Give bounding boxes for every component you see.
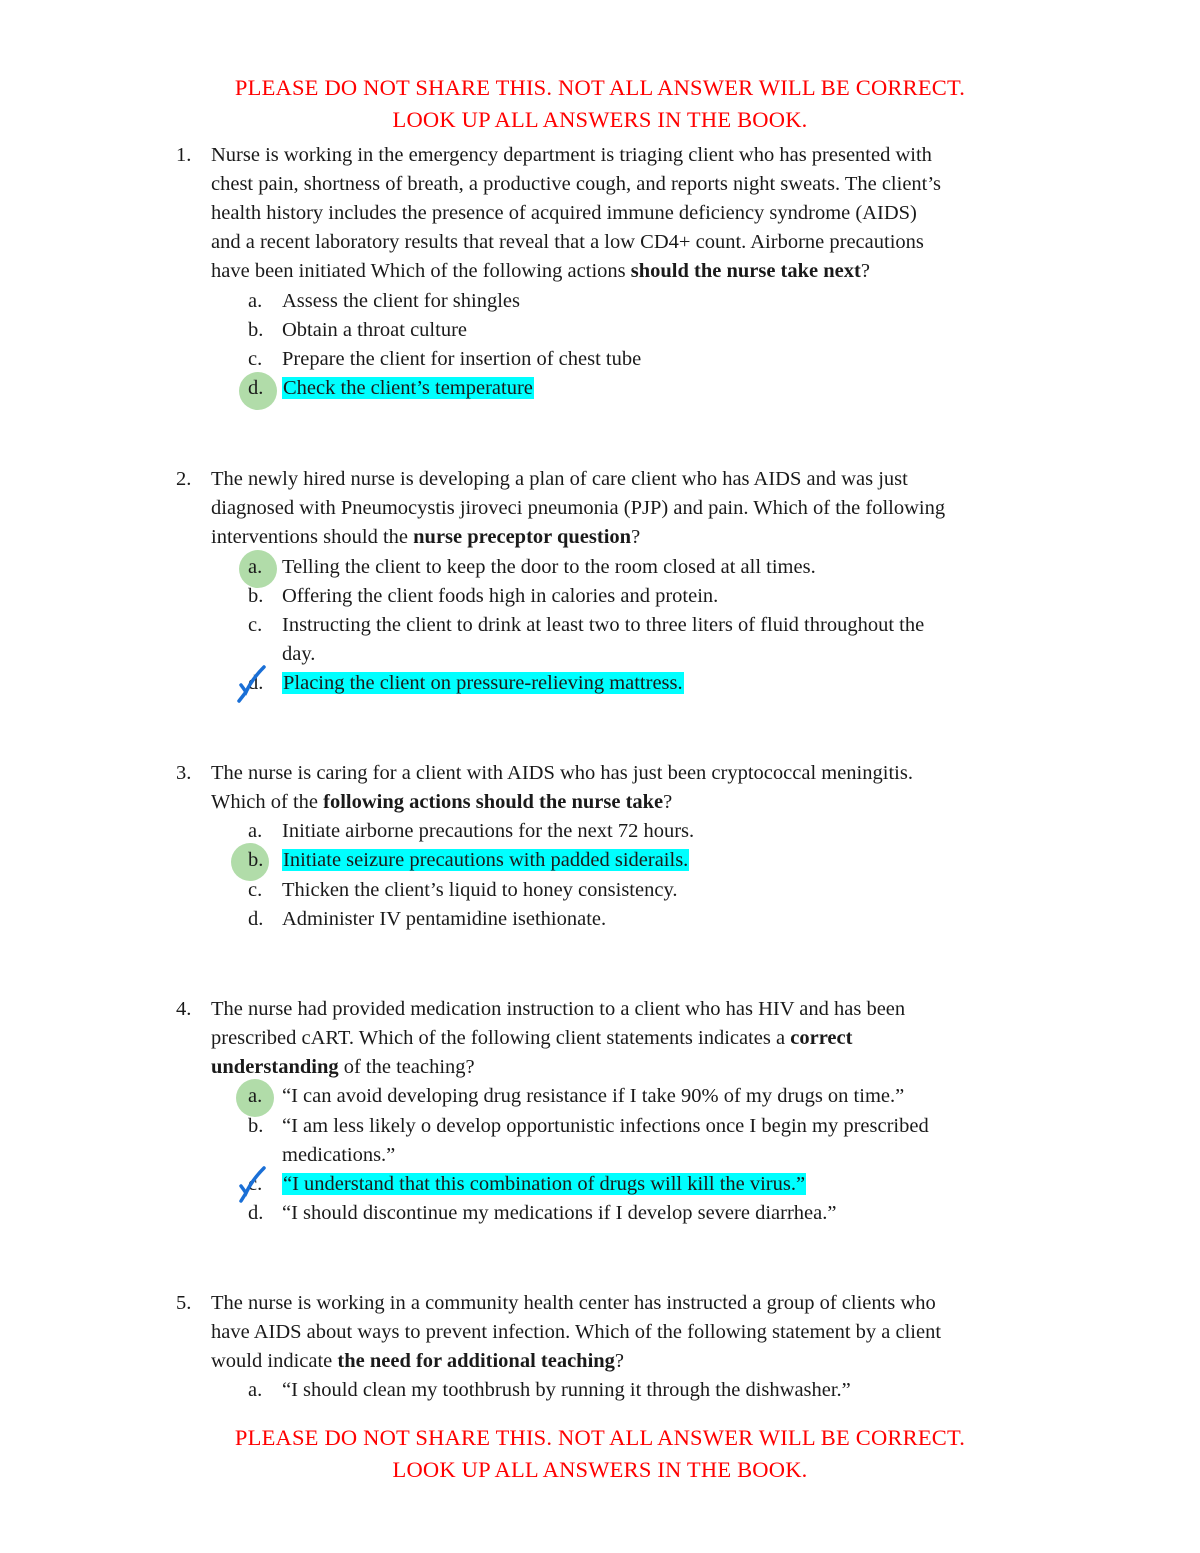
option-text	[282, 374, 534, 403]
emphasis: following actions should the nurse take	[323, 791, 664, 813]
question-text-line: prescribed cART. Which of the following client statements indicates a correct	[211, 1027, 853, 1049]
option-d[interactable]: d. “I should discontinue my medications if I develop severe diarrhea.”	[0, 1199, 1200, 1228]
option-c[interactable]: c. Prepare the client for insertion of chest tube	[0, 345, 1200, 374]
option-text: Administer IV pentamidine isethionate.	[282, 908, 607, 930]
option-text: Telling the client to keep the door to the room closed at all times.	[282, 556, 816, 578]
question-text-line: The newly hired nurse is developing a plan of care client who has AIDS and was just	[211, 468, 908, 490]
option-b[interactable]: b. Obtain a throat culture	[0, 316, 1200, 345]
question-text-line: Nurse is working in the emergency department is triaging client who has presented with	[211, 144, 932, 166]
emphasis: correct	[790, 1027, 853, 1049]
answer-highlight: “I understand that this combination of drugs will kill the virus.”	[283, 1173, 806, 1195]
option-b[interactable]: b. “I am less likely o develop opportunistic infections once I begin my prescribed medications.”	[0, 1112, 1200, 1141]
question-text-line: The nurse is working in a community health center has instructed a group of clients who	[211, 1292, 936, 1314]
option-a[interactable]: a. Initiate airborne precautions for the next 72 hours.	[0, 817, 1200, 846]
question-text-line: diagnosed with Pneumocystis jiroveci pneumonia (PJP) and pain. Which of the following	[211, 497, 946, 519]
emphasis: should the nurse take next	[630, 260, 861, 282]
option-text-continued: day.	[282, 643, 316, 665]
question-text-line: understanding of the teaching?	[211, 1056, 475, 1078]
option-text: Obtain a throat culture	[282, 319, 468, 341]
warning-line-1: PLEASE DO NOT SHARE THIS. NOT ALL ANSWER WILL BE CORRECT.	[234, 75, 966, 100]
option-c[interactable]: c. Thicken the client’s liquid to honey consistency.	[0, 876, 1200, 905]
option-d[interactable]: d. Placing the client on pressure-relieving mattress.	[0, 669, 1200, 698]
question-text-line: would indicate the need for additional teaching?	[211, 1350, 625, 1372]
question-text-line: have been initiated Which of the following actions should the nurse take next?	[211, 260, 870, 282]
question-number: 4.	[176, 998, 192, 1020]
option-text	[282, 669, 684, 698]
option-a[interactable]: a. “I should clean my toothbrush by running it through the dishwasher.”	[0, 1376, 1200, 1405]
option-text-continued: medications.”	[282, 1144, 396, 1166]
warning-line-1: PLEASE DO NOT SHARE THIS. NOT ALL ANSWER WILL BE CORRECT.	[234, 1425, 966, 1450]
option-text: “I should clean my toothbrush by running it through the dishwasher.”	[282, 1379, 851, 1401]
option-text: Instructing the client to drink at least two to three liters of fluid throughout the	[282, 614, 925, 636]
question-number: 5.	[176, 1292, 192, 1314]
question-text-line: Which of the following actions should the nurse take?	[211, 791, 673, 813]
option-c[interactable]: c. Instructing the client to drink at least two to three liters of fluid throughout the day.	[0, 611, 1200, 640]
question-text-line: The nurse is caring for a client with AIDS who has just been cryptococcal meningitis.	[211, 762, 913, 784]
option-text: “I am less likely o develop opportunistic infections once I begin my prescribed	[282, 1115, 929, 1137]
answer-highlight: Placing the client on pressure-relieving mattress.	[283, 672, 683, 694]
option-text: Initiate airborne precautions for the next 72 hours.	[282, 820, 695, 842]
question-text-line: have AIDS about ways to prevent infection. Which of the following statement by a client	[211, 1321, 942, 1343]
option-c[interactable]: c. “I understand that this combination of drugs will kill the virus.”	[0, 1170, 1200, 1199]
checkmark-icon	[236, 665, 276, 705]
question-number: 1.	[176, 144, 192, 166]
option-b[interactable]: b. Offering the client foods high in calories and protein.	[0, 582, 1200, 611]
option-text	[282, 846, 689, 875]
option-text: Prepare the client for insertion of chest tube	[282, 348, 642, 370]
option-a[interactable]: a. “I can avoid developing drug resistance if I take 90% of my drugs on time.”	[0, 1082, 1200, 1111]
option-a[interactable]: a. Assess the client for shingles	[0, 287, 1200, 316]
option-text: Offering the client foods high in calories and protein.	[282, 585, 719, 607]
option-text	[282, 1170, 806, 1199]
option-text: “I can avoid developing drug resistance if I take 90% of my drugs on time.”	[282, 1085, 905, 1107]
option-d[interactable]: d. Check the client’s temperature	[0, 374, 1200, 403]
question-text-line: and a recent laboratory results that reveal that a low CD4+ count. Airborne precautions	[211, 231, 924, 253]
emphasis: understanding	[211, 1056, 339, 1078]
answer-highlight: Check the client’s temperature	[283, 377, 533, 399]
warning-line-2: LOOK UP ALL ANSWERS IN THE BOOK.	[392, 1457, 808, 1482]
answer-highlight: Initiate seizure precautions with padded siderails.	[283, 849, 689, 871]
emphasis: nurse preceptor question	[413, 526, 632, 548]
option-a[interactable]: a. Telling the client to keep the door to the room closed at all times.	[0, 553, 1200, 582]
question-text-line: chest pain, shortness of breath, a productive cough, and reports night sweats. The client’s	[211, 173, 942, 195]
question-text-line: The nurse had provided medication instruction to a client who has HIV and has been	[211, 998, 906, 1020]
emphasis: the need for additional teaching	[337, 1350, 615, 1372]
option-text: “I should discontinue my medications if I develop severe diarrhea.”	[282, 1202, 837, 1224]
option-text: Assess the client for shingles	[282, 290, 520, 312]
checkmark-icon	[236, 1166, 276, 1206]
question-text-line: health history includes the presence of acquired immune deficiency syndrome (AIDS)	[211, 202, 917, 224]
option-b[interactable]: b. Initiate seizure precautions with padded siderails.	[0, 846, 1200, 875]
warning-footer	[0, 1422, 1200, 1486]
question-text-line: interventions should the nurse preceptor question?	[211, 526, 641, 548]
question-number: 2.	[176, 468, 192, 490]
warning-line-2: LOOK UP ALL ANSWERS IN THE BOOK.	[392, 107, 808, 132]
option-text: Thicken the client’s liquid to honey consistency.	[282, 879, 678, 901]
option-d[interactable]: d. Administer IV pentamidine isethionate.	[0, 905, 1200, 934]
question-number: 3.	[176, 762, 192, 784]
